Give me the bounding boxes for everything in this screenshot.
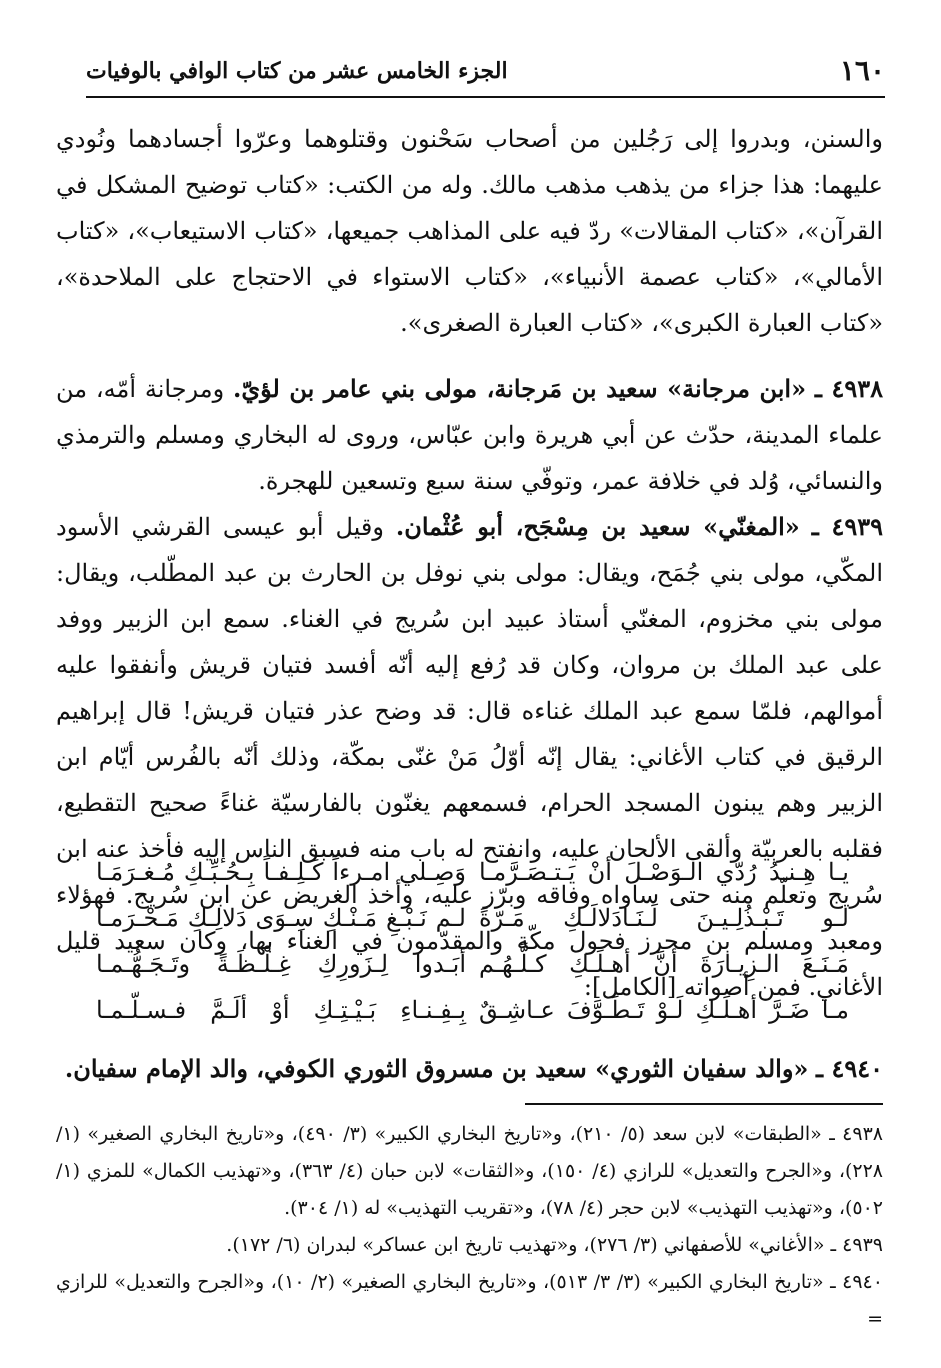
entry-heading: «المغنّي» سعيد بن مِسْجَح، أبو عُثْمان. <box>395 512 800 541</box>
verse-second-hemistich: أبَـدوا لِـزَورِكِ غِـلْـظَـةً وتَـجَـهُّـمـا <box>96 950 466 978</box>
footnote: ٤٩٣٨ ـ «الطبقات» لابن سعد (٥/ ٢١٠)، و«تاريخ البخاري الكبير» (٣/ ٤٩٠)، و«تاريخ البخاري الصغير» (١/ ٢٢٨)، و«الجرح والتعديل» للرازي (٤/ ١٥٠)، و«الثقات» لابن حبان (٤/ ٣٦٣)، و«تهذيب الكمال» للمزي (١/ ٥٠٢)، و«تهذيب التهذيب» لابن حجر (٤/ ٧٨)، و«تقريب التهذيب» له (١/ ٣٠٤). <box>56 1123 884 1219</box>
running-title: الجزء الخامس عشر من كتاب الوافي بالوفيات <box>86 58 508 84</box>
page-number: ١٦٠ <box>839 54 885 87</box>
entry-number: ٤٩٣٨ ـ <box>814 374 883 403</box>
poem-verse <box>96 858 849 904</box>
entry-text: وقيل أبو عيسى القرشي الأسود المكّي، مولى بني جُمَح، ويقال: مولى بني نوفل بن الحارث بن عبد المطّلب، ويقال: مولى بني مخزوم، المغنّي أستاذ عبيد ابن سُريج في الغناء. سمع ابن الزبير ووفد على عبد الملك بن مروان، وكان قد رُفع إليه أنّه أفسد فتيان قريش وأنفقوا عليه أموالهم، فلمّا سمع عبد الملك غناءه قال: قد وضح عذر فتيان قريش! قال إبراهيم الرقيق في كتاب الأغاني: يقال إنّه أوّلُ مَنْ غنّى بمكّة، وذلك أنّه بالفُرس أيّام ابن الزبير وهم يبنون المسجد الحرام، فسمعهم يغنّون بالفارسيّة غناءً صحيح التقطيع، فقلبه بالعربيّة وألقى الألحان عليه، وانفتح له باب منه فسبق الناس إليه فأخذ عنه ابن سُريج وتعلّم منه حتى ساواه وفاقه وبرّز عليه، وأخذ الغريض عن ابن سُريج. فهؤلاء ومعبد ومسلم بن محرز فحول مكّة والمقدّمون في الغناء بها، وكان سعيد قليل الأغاني. فمن أصواته [الكامل]: <box>56 513 884 1001</box>
poem-verse <box>96 996 849 1042</box>
entry-heading: «والد سفيان الثوري» سعيد بن مسروق الثوري الكوفي، والد الإمام سفيان. <box>64 1054 809 1083</box>
verse-second-hemistich: لـم نَـبْـغِ مَـنْـكِ سِـوَى دَلالِـكِ مَـحْـرَمـا <box>96 904 466 932</box>
verse-second-hemistich: بِـفِـنـاءِ بَـيْـتِـكِ أوْ ألَـمَّ فـسـلّـمـا <box>96 996 466 1024</box>
footnote-rule <box>525 1103 883 1105</box>
verse-first-hemistich: يـا هِـنـدُ رُدّي الـوَصْـلَ أنْ يَـتـصَـرَّمـا <box>479 858 849 886</box>
footnotes <box>56 1116 883 1338</box>
entry-text: ومرجانة أمّه، من علماء المدينة، حدّث عن أبي هريرة وابن عبّاس، وروى له البخاري ومسلم والترمذي والنسائي، وُلد في خلافة عمر، وتوفّي سنة سبع وتسعين للهجرة. <box>56 375 883 495</box>
intro-paragraph: والسنن، وبدروا إلى رَجُلين من أصحاب سَحْنون وقتلوهما وعرّوا أجسادهما ونُودي عليهما: هذا جزاء من يذهب مذهب مالك. وله من الكتب: «كتاب توضيح المشكل في القرآن»، «كتاب المقالات» ردّ فيه على المذاهب جميعها، «كتاب الاستيعاب»، «كتاب الأمالي»، «كتاب عصمة الأنبياء»، «كتاب الاستواء في الاحتجاج على الملاحدة»، «كتاب العبارة الكبرى»، «كتاب العبارة الصغرى». <box>56 125 883 337</box>
header-rule <box>86 96 885 98</box>
entry-4940 <box>56 1046 883 1092</box>
footnote: ٤٩٤٠ ـ «تاريخ البخاري الكبير» (٣/ ٣/ ٥١٣)، و«تاريخ البخاري الصغير» (٢/ ١٠)، و«الجرح والتعديل» للرازي = <box>56 1271 883 1330</box>
entry-4938 <box>56 366 883 504</box>
page-header <box>86 44 885 94</box>
verse-second-hemistich: وَصِـلي امـرءاً كَـلِـفـاً بِـحُـبِّـكِ مُـغـرَمَـا <box>96 858 466 886</box>
verse-first-hemistich: مـا ضَـرَّ أهـلَـكِ لَـوْ تَـطَـوَّفَ عـاشِـقٌ <box>479 996 849 1024</box>
verse-first-hemistich: لـو تَـبْـذُلِـيـنَ لَـنَـادَلالَـكِ مَـرّةً <box>479 904 849 932</box>
verse-first-hemistich: مَـنَـعَ الـزِيـارَةَ أنَّ أهـلَـكِ كـلَّـهُـم <box>479 950 849 978</box>
poem-verse <box>96 950 849 996</box>
entry-number: ٤٩٣٩ ـ <box>811 512 883 541</box>
paragraph-gap <box>56 346 883 366</box>
entry-number: ٤٩٤٠ ـ <box>816 1054 883 1083</box>
entry-heading: «ابن مرجانة» سعيد بن مَرجانة، مولى بني عامر بن لؤيّ. <box>233 374 807 403</box>
poem-verse <box>96 904 849 950</box>
footnote: ٤٩٣٩ ـ «الأغاني» للأصفهاني (٣/ ٢٧٦)، و«تهذيب تاريخ ابن عساكر» لبدران (٦/ ١٧٢). <box>226 1234 883 1256</box>
